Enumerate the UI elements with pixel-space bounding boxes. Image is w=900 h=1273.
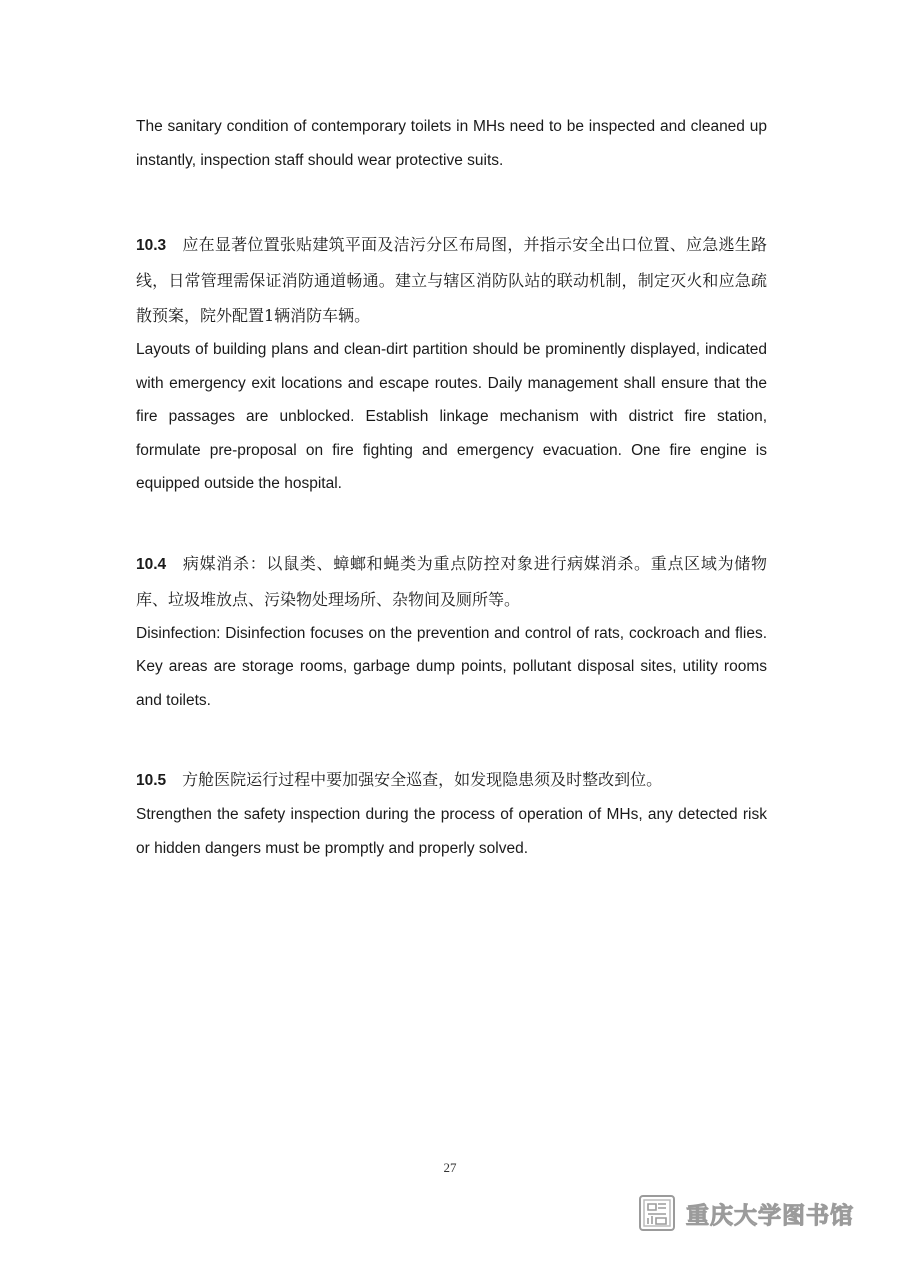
section-10-5 <box>136 762 767 865</box>
section-en-paragraph: Layouts of building plans and clean-dirt partition should be prominently displayed, indicated with emergency exit locations and escape routes. Daily management shall ensure that the fire passages are unblocked. Establish linkage mechanism with district fire station, formulate pre-proposal on fire fighting and emergency evacuation. One fire engine is equipped outside the hospital. <box>136 341 767 492</box>
section-number: 10.5 <box>136 772 167 789</box>
intro-paragraph: The sanitary condition of contemporary toilets in MHs need to be inspected and cleaned up instantly, inspection staff should wear protective suits. <box>136 118 767 169</box>
library-watermark <box>638 1193 854 1233</box>
section-zh-text: 病媒消杀：以鼠类、蟑螂和蝇类为重点防控对象进行病媒消杀。重点区域为储物库、垃圾堆放点、污染物处理场所、杂物间及厕所等。 <box>136 553 767 609</box>
library-seal-icon <box>638 1194 676 1232</box>
section-zh-text: 方舱医院运行过程中要加强安全巡查，如发现隐患须及时整改到位。 <box>182 770 663 789</box>
watermark-text: 重庆大学图书馆 <box>686 1202 854 1229</box>
section-number: 10.3 <box>136 237 167 254</box>
section-10-3 <box>136 227 767 501</box>
section-10-4 <box>136 546 767 718</box>
section-zh-paragraph <box>136 227 767 333</box>
section-zh-paragraph <box>136 546 767 617</box>
page-number: 27 <box>443 1160 457 1175</box>
spacer <box>136 177 767 227</box>
section-zh-text: 应在显著位置张贴建筑平面及洁污分区布局图，并指示安全出口位置、应急逃生路线，日常管理需保证消防通道畅通。建立与辖区消防队站的联动机制，制定灭火和应急疏散预案，院外配置1辆消防车辆。 <box>136 235 767 325</box>
spacer <box>136 501 767 546</box>
section-number: 10.4 <box>136 555 167 573</box>
section-en-paragraph: Disinfection: Disinfection focuses on the prevention and control of rats, cockroach and flies. Key areas are storage rooms, garbage dump points, pollutant disposal sites, utility rooms and toilets. <box>136 624 767 709</box>
spacer <box>136 717 767 762</box>
section-en-paragraph: Strengthen the safety inspection during the process of operation of MHs, any detected risk or hidden dangers must be promptly and properly solved. <box>136 806 767 857</box>
page-content <box>136 110 767 865</box>
section-zh-paragraph <box>136 762 767 798</box>
